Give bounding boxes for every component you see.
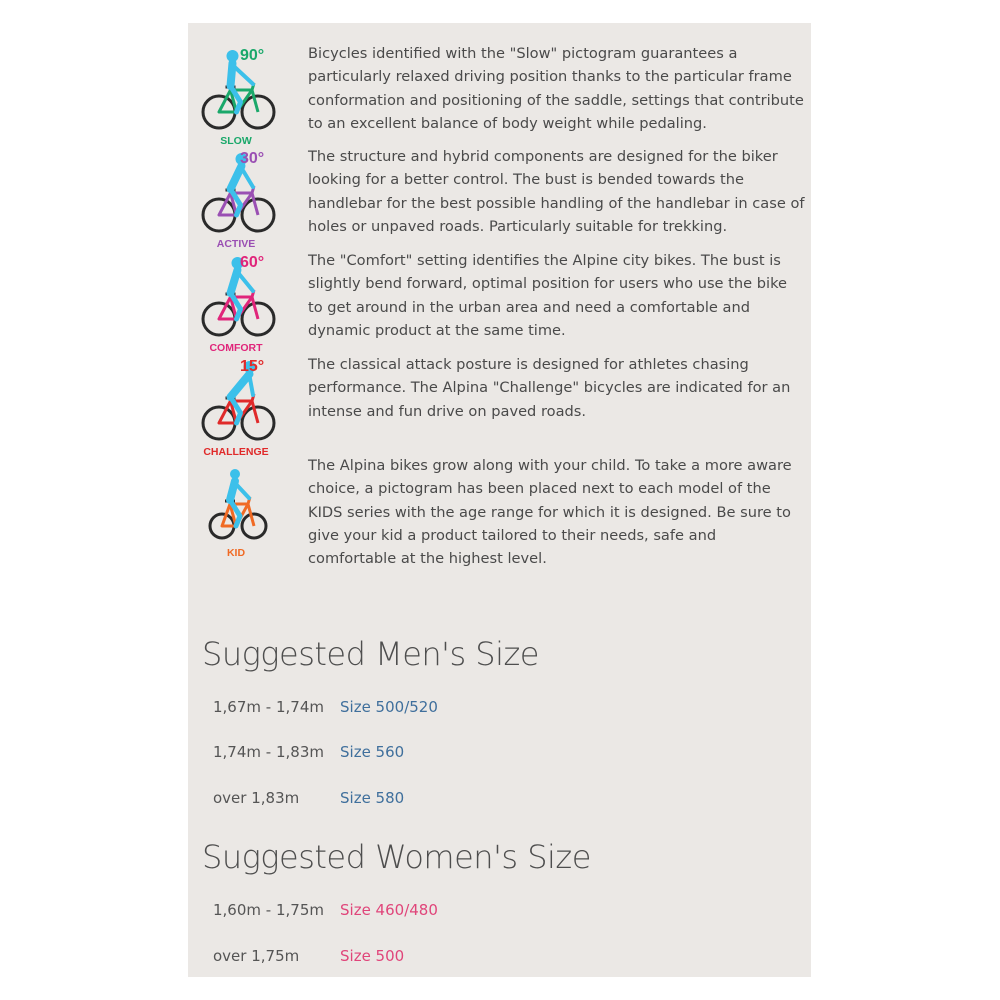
pictogram-graphic xyxy=(198,42,278,146)
rider-torso xyxy=(231,166,242,189)
frame-size: Size 580 xyxy=(340,789,405,807)
size-row xyxy=(213,741,773,763)
height-range: 1,67m - 1,74m xyxy=(213,698,324,716)
rider-arm xyxy=(233,65,254,84)
position-label: CHALLENGE xyxy=(203,446,269,457)
size-row xyxy=(213,696,773,718)
angle-label: 90° xyxy=(240,47,265,64)
bicycle-challenge-icon xyxy=(198,353,278,457)
rider-torso xyxy=(231,374,250,397)
height-range: over 1,75m xyxy=(213,947,300,965)
angle-label: 15° xyxy=(240,358,265,375)
position-description: The "Comfort" setting identifies the Alpine city bikes. The bust is slightly bend forward, optimal position for users who use the bike to get around in the urban area and need a comfortable and dynamic product at the same time. xyxy=(308,252,787,339)
frame-size: Size 500 xyxy=(340,947,405,965)
womens-size-heading: Suggested Women's Size xyxy=(202,838,591,876)
angle-label: 30° xyxy=(240,150,265,167)
bicycle-slow-icon xyxy=(198,42,278,146)
frame-size: Size 560 xyxy=(340,743,405,761)
position-label: ACTIVE xyxy=(216,238,256,249)
rider-head xyxy=(227,50,239,62)
size-row xyxy=(213,787,773,809)
pictogram-graphic xyxy=(198,454,278,558)
angle-label: 60° xyxy=(240,254,265,271)
bike-fit-panel xyxy=(188,23,811,977)
rider-arm xyxy=(242,168,254,187)
rider-arm xyxy=(238,272,254,291)
rider-arm xyxy=(250,376,254,395)
pictogram-graphic xyxy=(198,145,278,249)
rider-head xyxy=(230,469,240,479)
position-description: The Alpina bikes grow along with your child. To take a more aware choice, a pictogram has been placed next to each model of the KIDS series with the age range for which it is designed. Be sure to give your kid a product tailored to their needs, safe and comfortable at the highest level. xyxy=(308,457,792,568)
bicycle-comfort-icon xyxy=(198,249,278,353)
pictogram-graphic xyxy=(198,353,278,457)
size-row xyxy=(213,899,773,921)
pictogram-graphic xyxy=(198,249,278,353)
height-range: 1,60m - 1,75m xyxy=(213,901,324,919)
bicycle-active-icon xyxy=(198,145,278,249)
position-description: The structure and hybrid components are designed for the biker looking for a better control. The bust is bended towards the handlebar for the best possible handling of the handlebar in case of holes or unpaved roads. Particularly suitable for trekking. xyxy=(308,148,805,235)
position-description: The classical attack posture is designed for athletes chasing performance. The Alpina "Challenge" bicycles are indicated for an intense and fun drive on paved roads. xyxy=(308,356,791,420)
height-range: 1,74m - 1,83m xyxy=(213,743,324,761)
position-label: KID xyxy=(226,547,246,558)
position-label: COMFORT xyxy=(209,342,263,353)
position-description: Bicycles identified with the "Slow" pictogram guarantees a particularly relaxed driving position thanks to the particular frame conformation and positioning of the saddle, settings that contribute to an excellent balance of body weight while pedaling. xyxy=(308,45,804,132)
frame-size: Size 500/520 xyxy=(340,698,438,716)
position-label: SLOW xyxy=(220,135,252,146)
rider-arm xyxy=(235,483,249,498)
size-row xyxy=(213,945,773,967)
mens-size-heading: Suggested Men's Size xyxy=(202,635,539,673)
height-range: over 1,83m xyxy=(213,789,300,807)
frame-size: Size 460/480 xyxy=(340,901,438,919)
bicycle-kid-icon xyxy=(198,454,278,558)
